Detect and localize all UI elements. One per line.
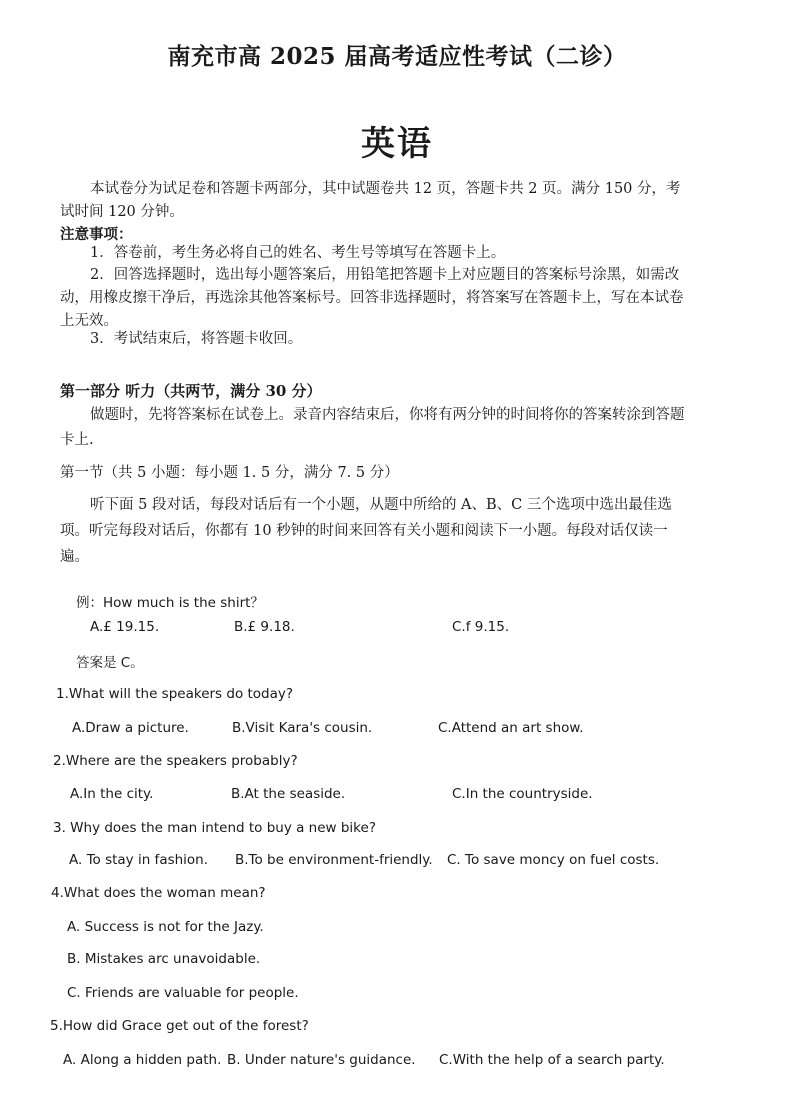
part1-heading: 第一部分 听力（共两节，满分 30 分）	[60, 382, 322, 400]
example-question: 例：How much is the shirt？	[76, 595, 264, 611]
example-option-b: B.£ 9.18.	[234, 619, 295, 635]
part1-instruction: 做题时，先将答案标在试卷上。录音内容结束后，你将有两分钟的时间将你的答案转涂到答题卡上.	[60, 407, 685, 448]
notice-item-3: 3．考试结束后，将答题卡收回。	[90, 331, 303, 347]
question-3: 3. Why does the man intend to buy a new bike?	[53, 820, 376, 836]
question-4-option-c: C. Friends are valuable for people.	[67, 985, 299, 1001]
example-answer: 答案是 C。	[76, 655, 144, 671]
question-1-option-b: B.Visit Kara's cousin.	[232, 720, 373, 736]
question-4-option-b: B. Mistakes arc unavoidable.	[67, 951, 261, 967]
question-3-option-a: A. To stay in fashion.	[69, 852, 209, 868]
question-5: 5.How did Grace get out of the forest?	[50, 1018, 309, 1034]
question-3-option-c: C. To save moncy on fuel costs.	[447, 852, 660, 868]
question-3-option-b: B.To be environment-friendly.	[235, 852, 433, 868]
section1-instruction: 听下面 5 段对话，每段对话后有一个小题，从题中所给的 A、B、C 三个选项中选出最佳选项。听完每段对话后，你都有 10 秒钟的时间来回答有关小题和阅读下一小题。每段对话仅读一遍。	[60, 497, 672, 565]
question-5-option-a: A. Along a hidden path.	[63, 1052, 222, 1068]
question-2-option-a: A.In the city.	[70, 786, 154, 802]
section1-heading: 第一节（共 5 小题：每小题 1. 5 分，满分 7. 5 分）	[60, 465, 399, 481]
example-option-c: C.f 9.15.	[452, 619, 510, 635]
notice-item-2: 2．回答选择题时，选出每小题答案后，用铅笔把答题卡上对应题目的答案标号涂黑，如需改动，用橡皮擦干净后，再选涂其他答案标号。回答非选择题时，将答案写在答题卡上，写在本试卷上无效。	[60, 267, 684, 329]
question-5-option-c: C.With the help of a search party.	[439, 1052, 665, 1068]
exam-description: 本试卷分为试足卷和答题卡两部分，其中试题卷共 12 页，答题卡共 2 页。满分 150 分，考试时间 120 分钟。	[60, 181, 681, 220]
question-1: 1.What will the speakers do today?	[56, 686, 294, 702]
exam-title: 南充市高 2025 届高考适应性考试（二诊）	[167, 43, 627, 70]
notice-item-1: 1．答卷前，考生务必将自己的姓名、考生号等填写在答题卡上。	[90, 245, 506, 261]
question-4: 4.What does the woman mean?	[51, 885, 266, 901]
question-5-option-b: B. Under nature's guidance.	[227, 1052, 416, 1068]
question-2-option-b: B.At the seaside.	[231, 786, 346, 802]
question-1-option-c: C.Attend an art show.	[438, 720, 584, 736]
question-4-option-a: A. Success is not for the Jazy.	[67, 919, 264, 935]
notice-heading: 注意事项：	[60, 226, 133, 243]
question-2-option-c: C.In the countryside.	[452, 786, 593, 802]
question-1-option-a: A.Draw a picture.	[72, 720, 189, 736]
example-option-a: A.£ 19.15.	[90, 619, 160, 635]
subject-title: 英语	[361, 124, 433, 164]
question-2: 2.Where are the speakers probably?	[53, 753, 298, 769]
